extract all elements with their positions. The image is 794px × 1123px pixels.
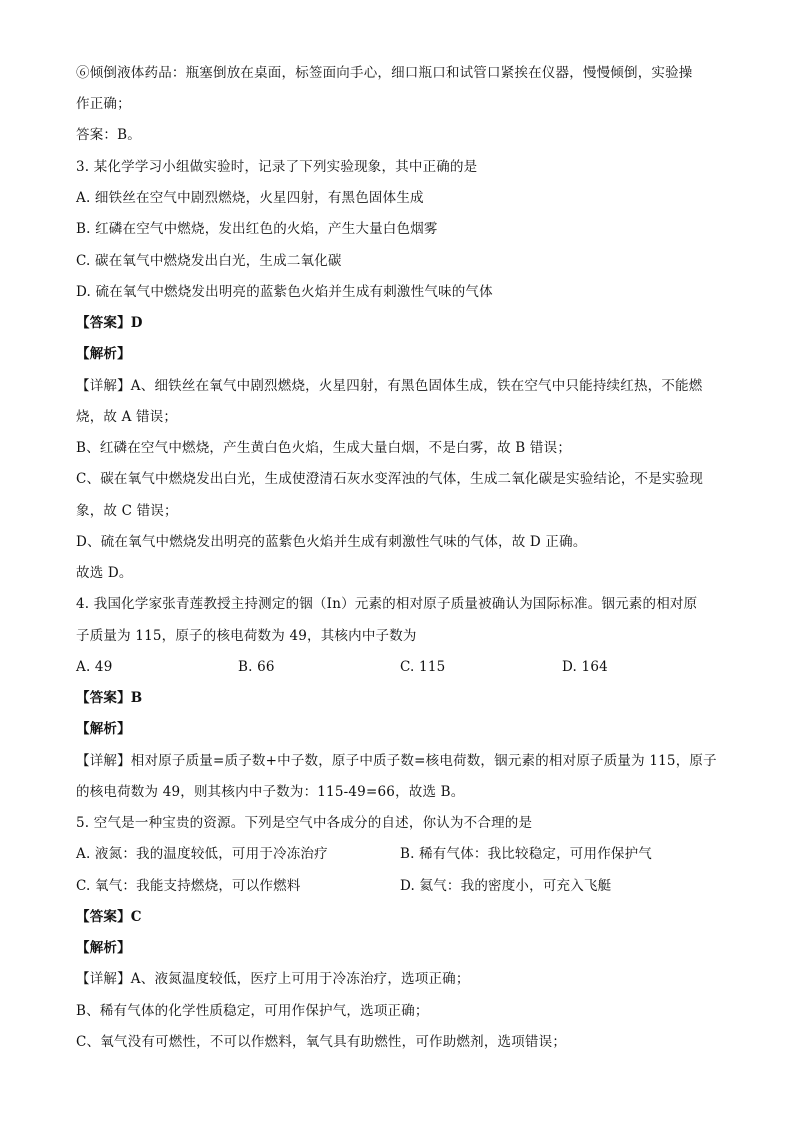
explanation-line: 【详解】A、细铁丝在氧气中剧烈燃烧，火星四射，有黑色固体生成，铁在空气中只能持续红热，不能燃 (76, 378, 703, 394)
answer-tag: 【答案】C (76, 909, 142, 925)
explanation-line: 【详解】A、液氮温度较低，医疗上可用于冷冻治疗，选项正确； (76, 971, 470, 987)
question-4-option-d: D. 164 (562, 659, 608, 675)
text-line: ⑥倾倒液体药品：瓶塞倒放在桌面，标签面向手心，细口瓶口和试管口紧挨在仪器，慢慢倾倒，实验操 (76, 65, 693, 81)
question-5-option-c: C. 氧气：我能支持燃烧，可以作燃料 (76, 878, 301, 894)
question-3-option-c: C. 碳在氧气中燃烧发出白光，生成二氧化碳 (76, 253, 342, 269)
explanation-line: 的核电荷数为 49，则其核内中子数为：115-49=66，故选 B。 (76, 784, 465, 800)
question-5-stem: 5. 空气是一种宝贵的资源。下列是空气中各成分的自述，你认为不合理的是 (76, 815, 533, 831)
question-5-option-b: B. 稀有气体：我比较稳定，可用作保护气 (400, 846, 653, 862)
question-4-option-c: C. 115 (400, 659, 446, 675)
question-3-option-a: A. 细铁丝在空气中剧烈燃烧，火星四射，有黑色固体生成 (76, 190, 424, 206)
analysis-tag: 【解析】 (76, 721, 131, 737)
question-4-option-b: B. 66 (238, 659, 275, 675)
explanation-line: 烧，故 A 错误； (76, 409, 178, 425)
explanation-line: C、氧气没有可燃性，不可以作燃料，氧气具有助燃性，可作助燃剂，选项错误； (76, 1034, 567, 1050)
analysis-tag: 【解析】 (76, 346, 131, 362)
text-line: 作正确； (76, 96, 131, 112)
answer-line: 答案：B。 (76, 127, 141, 143)
explanation-line: B、稀有气体的化学性质稳定，可用作保护气，选项正确； (76, 1003, 429, 1019)
question-4-stem: 子质量为 115，原子的核电荷数为 49，其核内中子数为 (76, 628, 417, 644)
question-3-option-b: B. 红磷在空气中燃烧，发出红色的火焰，产生大量白色烟雾 (76, 221, 438, 237)
question-5-option-a: A. 液氮：我的温度较低，可用于冷冻治疗 (76, 846, 328, 862)
answer-tag: 【答案】D (76, 315, 143, 331)
question-4-stem: 4. 我国化学家张青莲教授主持测定的铟（In）元素的相对原子质量被确认为国际标准。铟元素的相对原 (76, 596, 698, 612)
answer-tag: 【答案】B (76, 690, 143, 706)
question-4-option-a: A. 49 (76, 659, 113, 675)
question-3-option-d: D. 硫在氧气中燃烧发出明亮的蓝紫色火焰并生成有刺激性气味的气体 (76, 284, 493, 300)
explanation-line: 【详解】相对原子质量=质子数+中子数，原子中质子数=核电荷数，铟元素的相对原子质量为 115，原子 (76, 753, 717, 769)
explanation-line: D、硫在氧气中燃烧发出明亮的蓝紫色火焰并生成有刺激性气味的气体，故 D 正确。 (76, 534, 587, 550)
question-3-stem: 3. 某化学学习小组做实验时，记录了下列实验现象，其中正确的是 (76, 159, 478, 175)
question-5-option-d: D. 氦气：我的密度小，可充入飞艇 (400, 878, 612, 894)
explanation-line: 象，故 C 错误； (76, 503, 178, 519)
explanation-line: B、红磷在空气中燃烧，产生黄白色火焰，生成大量白烟，不是白雾，故 B 错误； (76, 440, 572, 456)
conclusion-line: 故选 D。 (76, 565, 133, 581)
analysis-tag: 【解析】 (76, 940, 131, 956)
explanation-line: C、碳在氧气中燃烧发出白光，生成使澄清石灰水变浑浊的气体，生成二氧化碳是实验结论，不是实验现 (76, 471, 704, 487)
